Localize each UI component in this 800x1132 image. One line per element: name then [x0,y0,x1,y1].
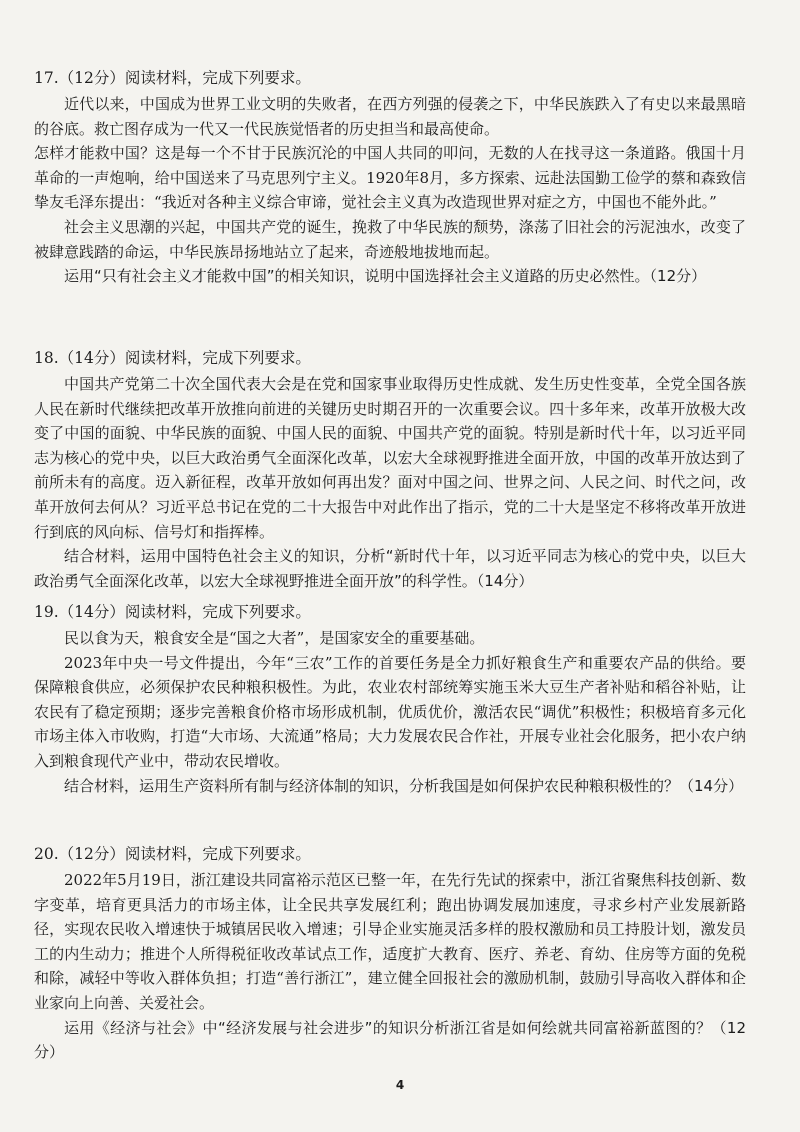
question-20-task: 运用《经济与社会》中“经济发展与社会进步”的知识分析浙江省是如何绘就共同富裕新蓝图的？（12分） [34,1018,746,1062]
question-17 [34,66,746,289]
question-19 [34,600,746,798]
question-18-material-paragraph: 中国共产党第二十次全国代表大会是在党和国家事业取得历史性成就、发生历史性变革，全党全国各族人民在新时代继续把改革开放推向前进的关键历史时期召开的一次重要会议。四十多年来，改革开放极大改变了中国的面貌、中华民族的面貌、中国人民的面貌、中国共产党的面貌。特别是新时代十年，以习近平同志为核心的党中央，以巨大政治勇气全面深化改革，以宏大全球视野推进全面开放，中国的改革开放达到了前所未有的高度。迈入新征程，改革开放如何再出发？面对中国之问、世界之问、人民之问、时代之问，改革开放何去何从？习近平总书记在党的二十大报告中对此作出了指示，党的二十大是坚定不移将改革开放进行到底的风向标、信号灯和指挥棒。 [34,375,746,541]
question-17-task: 运用“只有社会主义才能救中国”的相关知识，说明中国选择社会主义道路的历史必然性。（12分） [64,267,707,286]
question-18-task: 结合材料，运用中国特色社会主义的知识，分析“新时代十年，以习近平同志为核心的党中央，以巨大政治勇气全面深化改革，以宏大全球视野推进全面开放”的科学性。（14分） [34,547,746,590]
question-17-title: 17.（12分）阅读材料，完成下列要求。 [34,69,311,87]
question-19-title: 19.（14分）阅读材料，完成下列要求。 [34,603,311,621]
question-20-material-paragraph: 2022年5月19日，浙江建设共同富裕示范区已整一年，在先行先试的探索中，浙江省聚焦科技创新、数字变革，培育更具活力的市场主体，让全民共享发展红利；跑出协调发展加速度，寻求乡村产业发展新路径，实现农民收入增速快于城镇居民收入增速；引导企业实施灵活多样的股权激励和员工持股计划，激发员工的内生动力；推进个人所得税征收改革试点工作，适度扩大教育、医疗、养老、育幼、住房等方面的免税和除，减轻中等收入群体负担；打造“善行浙江”，建立健全回报社会的激励机制，鼓励引导高收入群体和企业家向上向善、关爱社会。 [34,871,746,1012]
page-number: 4 [395,1078,405,1092]
question-18 [34,346,746,593]
question-17-material-paragraph: 怎样才能救中国？这是每一个不甘于民族沉沦的中国人共同的叩问，无数的人在找寻这一条道路。俄国十月革命的一声炮响，给中国送来了马克思列宁主义。1920年8月，多方探索、远赴法国勤工俭学的蔡和森致信挚友毛泽东提出：“我近对各种主义综合审谛，觉社会主义真为改造现世界对症之方，中国也不能外此。” [34,144,746,212]
question-20 [34,842,746,1065]
question-20-title: 20.（12分）阅读材料，完成下列要求。 [34,845,311,863]
question-17-material-paragraph: 社会主义思潮的兴起，中国共产党的诞生，挽救了中华民族的颓势，涤荡了旧社会的污泥浊水，改变了被肆意践踏的命运，中华民族昂扬地站立了起来，奇迹般地拔地而起。 [34,217,746,261]
question-18-title: 18.（14分）阅读材料，完成下列要求。 [34,349,311,367]
question-19-material-paragraph: 民以食为天，粮食安全是“国之大者”，是国家安全的重要基础。 [64,629,485,647]
question-19-task: 结合材料，运用生产资料所有制与经济体制的知识，分析我国是如何保护农民种粮积极性的？（14分） [64,776,744,795]
question-17-material-paragraph: 近代以来，中国成为世界工业文明的失败者，在西方列强的侵袭之下，中华民族跌入了有史以来最黑暗的谷底。救亡图存成为一代又一代民族觉悟者的历史担当和最高使命。 [34,95,746,138]
question-19-material-paragraph: 2023年中央一号文件提出，今年“三农”工作的首要任务是全力抓好粮食生产和重要农产品的供给。要保障粮食供应，必须保护农民种粮积极性。为此，农业农村部统筹实施玉米大豆生产者补贴和稻谷补贴，让农民有了稳定预期；逐步完善粮食价格市场形成机制，优质优价，激活农民“调优”积极性；积极培育多元化市场主体入市收购，打造“大市场、大流通”格局；大力发展农民合作社，开展专业社会化服务，把小农户纳入到粮食现代产业中，带动农民增收。 [34,653,746,770]
